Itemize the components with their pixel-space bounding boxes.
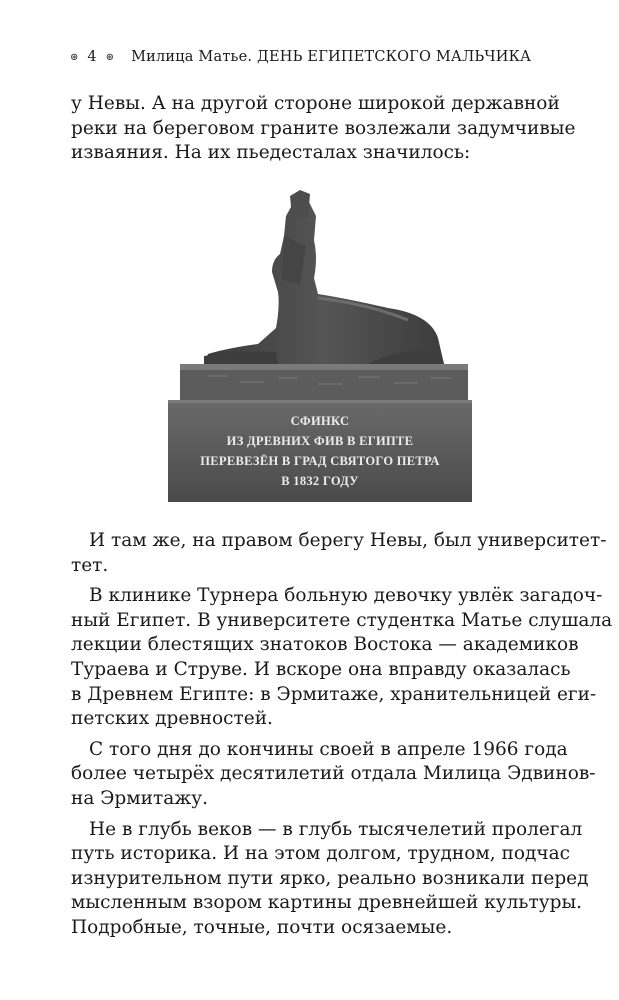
text-line: на Эрмитажу. — [71, 787, 209, 809]
text-line: лекции блестящих знатоков Востока — академиков — [71, 634, 579, 656]
text-line: И там же, на правом берегу Невы, был университет- — [89, 530, 607, 551]
text-line: петских древностей. — [71, 708, 273, 730]
body-text — [71, 529, 613, 941]
text-line: Не в глубь веков — в глубь тысячелетий пролегал — [89, 818, 583, 840]
ornament-icon: ⊛ — [105, 52, 115, 63]
top-paragraph — [71, 92, 576, 166]
running-title: Милица Матье. ДЕНЬ ЕГИПЕТСКОГО МАЛЬЧИКА — [131, 49, 532, 65]
text-line: изваяния. На их пьедесталах значилось: — [71, 142, 471, 164]
text-line: С того дня до кончины своей в апреле 1966 года — [89, 738, 568, 760]
text-line: Подробные, точные, почти осязаемые. — [71, 916, 453, 938]
text-line: тет. — [71, 554, 109, 576]
ornament-icon: ⊛ — [70, 52, 79, 63]
text-line: ный Египет. В университете студентка Матье слушала — [71, 609, 613, 631]
page-number: 4 — [87, 49, 97, 65]
text-line: в Древнем Египте: в Эрмитаже, хранительницей еги- — [71, 683, 597, 705]
text-line: у Невы. А на другой стороне широкой державной — [71, 93, 560, 114]
plaque-line: ПЕРЕВЕЗЁН В ГРАД СВЯТОГО ПЕТРА — [200, 454, 440, 468]
text-line: В клинике Турнера больную девочку увлёк загадоч- — [89, 585, 603, 607]
text-line: мысленным взором картины древнейшей культуры. — [71, 892, 583, 914]
running-head — [70, 49, 531, 65]
plaque-line: СФИНКС — [290, 414, 350, 428]
text-line: более четырёх десятилетий отдала Милица Эдвинов- — [71, 763, 596, 785]
plaque-line: ИЗ ДРЕВНИХ ФИВ В ЕГИПТЕ — [226, 434, 414, 448]
plaque-line: В 1832 ГОДУ — [281, 474, 359, 488]
text-line: Тураева и Струве. И вскоре она вправду оказалась — [71, 658, 571, 680]
text-line: изнурительном пути ярко, реально возникали перед — [71, 867, 589, 889]
sphinx-photo — [168, 188, 472, 502]
text-line: путь историка. И на этом долгом, трудном, подчас — [71, 843, 570, 865]
text-line: реки на береговом граните возлежали задумчивые — [71, 117, 576, 139]
